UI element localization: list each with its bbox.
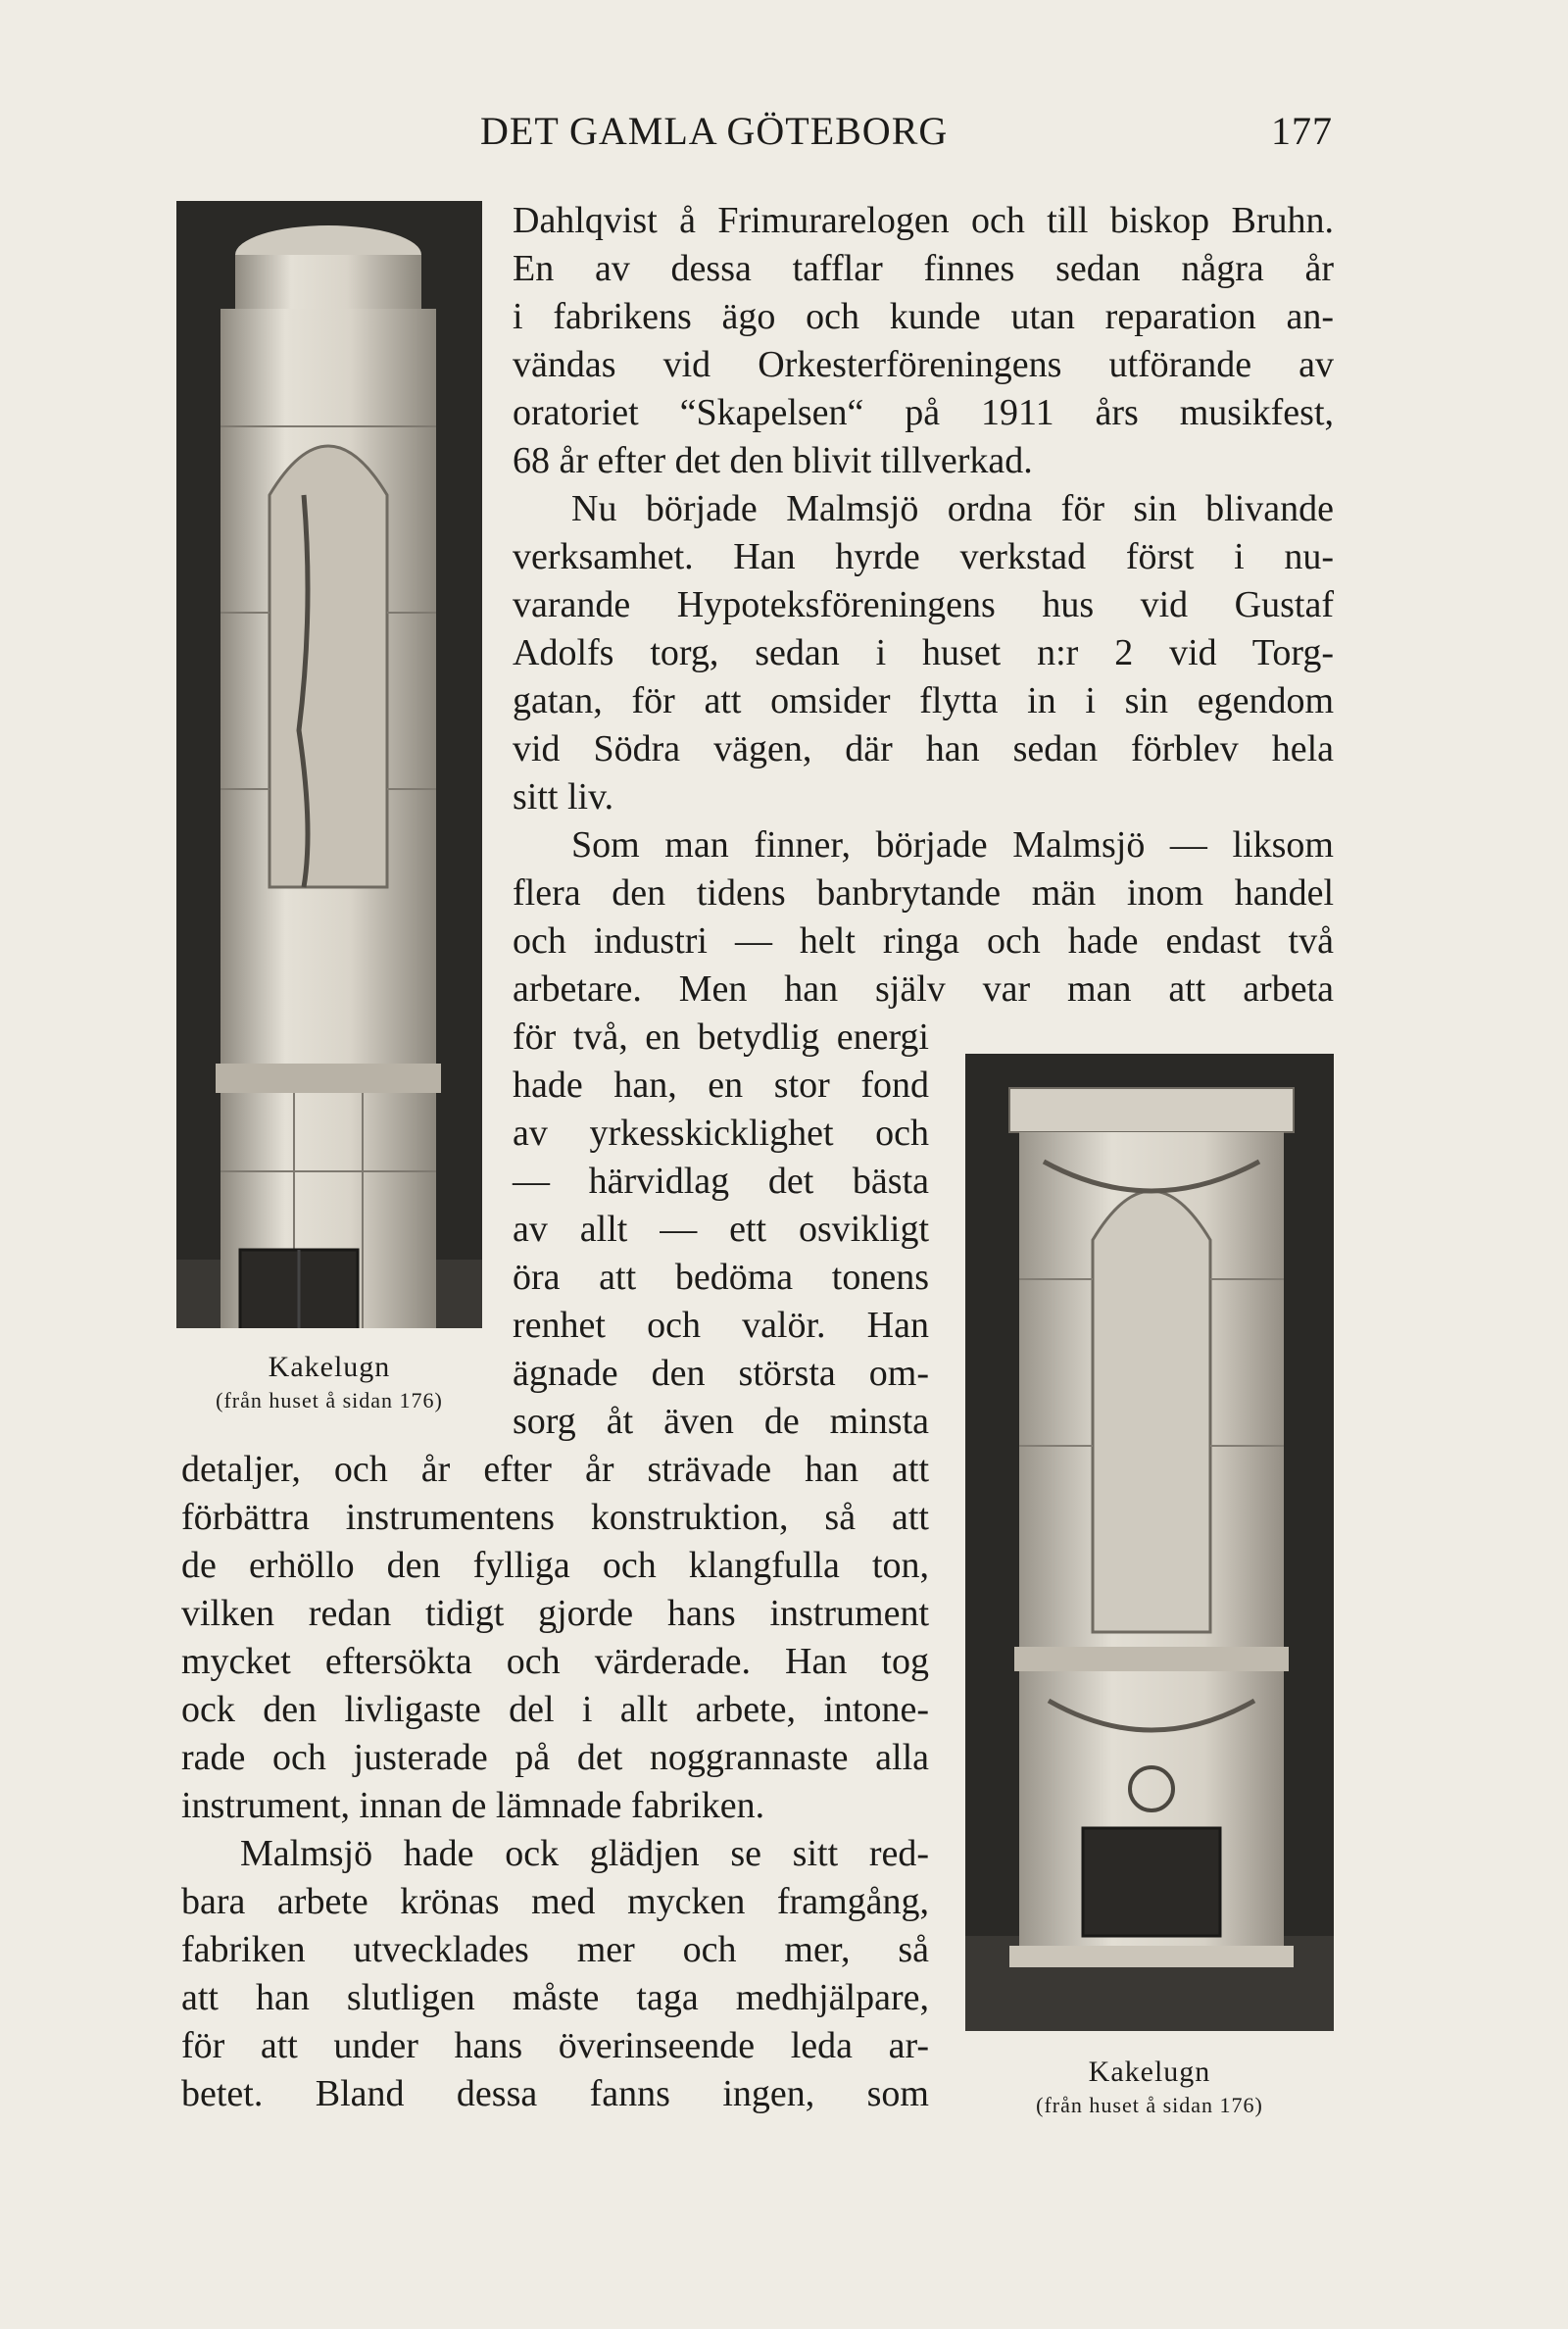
text-line: hade han, en stor fond	[513, 1065, 929, 1106]
text-line: att han slutligen måste taga medhjälpare,	[181, 1977, 929, 2018]
text-line: oratoriet “Skapelsen“ på 1911 års musikfest,	[513, 392, 1334, 433]
photo-round-tiled-stove	[176, 201, 482, 1328]
caption-title: Kakelugn	[268, 1351, 391, 1383]
text-line: öra att bedöma tonens	[513, 1257, 929, 1298]
text-line: vilken redan tidigt gjorde hans instrument	[181, 1593, 929, 1634]
text-line: 68 år efter det den blivit tillverkad.	[513, 440, 1033, 481]
text-line: förbättra instrumentens konstruktion, så att	[181, 1497, 929, 1538]
text-line: arbetare. Men han själv var man att arbeta	[513, 968, 1334, 1010]
text-line: vändas vid Orkesterföreningens utförande av	[513, 344, 1334, 385]
text-line: i fabrikens ägo och kunde utan reparation an-	[513, 296, 1334, 337]
text-line: de erhöllo den fylliga och klangfulla ton,	[181, 1545, 929, 1586]
text-line: av yrkesskicklighet och	[513, 1113, 929, 1154]
running-title: DET GAMLA GÖTEBORG	[480, 109, 949, 153]
text-line: Nu började Malmsjö ordna för sin blivande	[571, 488, 1334, 529]
text-line: för två, en betydlig energi	[513, 1016, 929, 1058]
text-line: mycket eftersökta och värderade. Han tog	[181, 1641, 929, 1682]
text-line: Malmsjö hade ock glädjen se sitt red-	[240, 1833, 929, 1874]
caption-subtitle: (från huset å sidan 176)	[216, 1388, 443, 1412]
running-header	[480, 108, 1333, 167]
text-line: fabriken utvecklades mer och mer, så	[181, 1929, 929, 1970]
text-line: detaljer, och år efter år strävade han att	[181, 1449, 929, 1490]
text-line: flera den tidens banbrytande män inom handel	[513, 872, 1334, 914]
text-line: för att under hans överinseende leda ar-	[181, 2025, 929, 2066]
text-line: och industri — helt ringa och hade endast två	[513, 920, 1334, 962]
text-line: Adolfs torg, sedan i huset n:r 2 vid Torg-	[513, 632, 1334, 673]
text-line: gatan, för att omsider flytta in i sin egendom	[513, 680, 1334, 721]
text-line: renhet och valör. Han	[513, 1305, 929, 1346]
text-line: bara arbete krönas med mycken framgång,	[181, 1881, 929, 1922]
text-line: vid Södra vägen, där han sedan förblev hela	[513, 728, 1334, 769]
text-line: Som man finner, började Malmsjö — liksom	[571, 824, 1334, 866]
text-line: En av dessa tafflar finnes sedan några år	[513, 248, 1334, 289]
figure-left-caption	[176, 1351, 482, 1413]
text-line: ock den livligaste del i allt arbete, intone-	[181, 1689, 929, 1730]
photo-square-tiled-stove	[965, 1054, 1334, 2031]
caption-title: Kakelugn	[1088, 2056, 1211, 2088]
figure-right-caption	[965, 2056, 1334, 2118]
text-line: — härvidlag det bästa	[513, 1161, 929, 1202]
page-number: 177	[1271, 109, 1333, 153]
round-stove-illustration	[176, 201, 482, 1328]
text-line: av allt — ett osvikligt	[513, 1209, 929, 1250]
text-line: betet. Bland dessa fanns ingen, som	[181, 2073, 929, 2114]
text-line: Dahlqvist å Frimurarelogen och till biskop Bruhn.	[513, 200, 1334, 241]
square-stove-illustration	[965, 1054, 1334, 2031]
text-line: verksamhet. Han hyrde verkstad först i nu-	[513, 536, 1334, 577]
text-line: sorg åt även de minsta	[513, 1401, 929, 1442]
text-line: varande Hypoteksföreningens hus vid Gustaf	[513, 584, 1334, 625]
caption-subtitle: (från huset å sidan 176)	[1036, 2093, 1263, 2117]
text-line: instrument, innan de lämnade fabriken.	[181, 1785, 765, 1826]
text-line: ägnade den största om-	[513, 1353, 929, 1394]
text-line: rade och justerade på det noggrannaste alla	[181, 1737, 929, 1778]
text-line: sitt liv.	[513, 776, 614, 818]
